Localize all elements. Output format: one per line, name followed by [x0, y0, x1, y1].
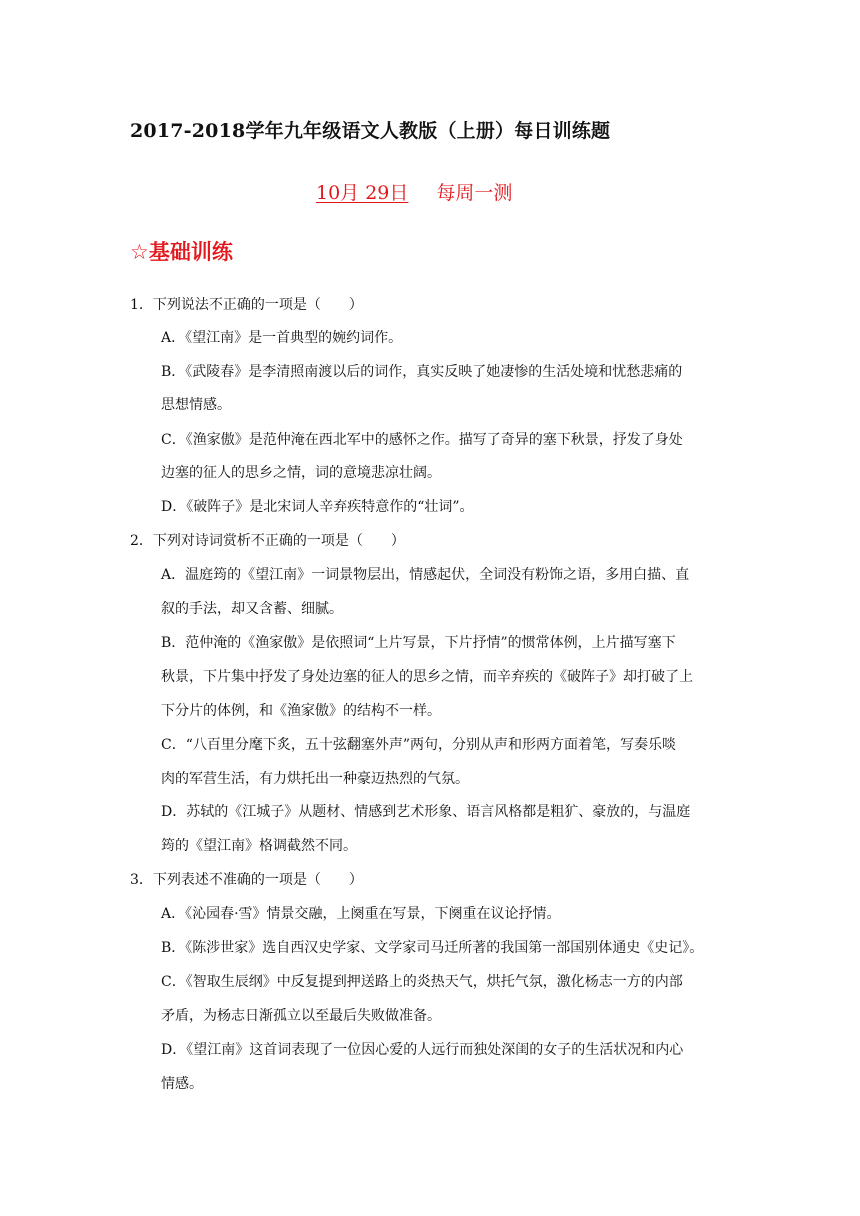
q3-option-a: A．《沁园春·雪》情景交融，上阕重在写景，下阕重在议论抒情。 [161, 906, 561, 922]
q3-option-b: B．《陈涉世家》选自西汉史学家、文学家司马迁所著的我国第一部国别体通史《史记》。 [161, 940, 704, 956]
q2-option-a: A．温庭筠的《望江南》一词景物层出，情感起伏，全词没有粉饰之语，多用白描、直 [161, 567, 690, 583]
q2-option-b: B．范仲淹的《渔家傲》是依照词“上片写景，下片抒情”的惯常体例，上片描写塞下 [161, 635, 676, 651]
q2-option-d-cont: 筠的《望江南》格调截然不同。 [161, 838, 357, 854]
q2-option-c: C．“八百里分麾下炙，五十弦翻塞外声”两句，分别从声和形两方面着笔，写奏乐啖 [161, 737, 677, 753]
question-3: 3．下列表述不准确的一项是（ ） [130, 872, 363, 888]
q1-option-a: A．《望江南》是一首典型的婉约词作。 [161, 330, 403, 346]
date-line [316, 178, 512, 205]
q2-option-a-cont: 叙的手法，却又含蓄、细腻。 [161, 601, 343, 617]
q1-option-d: D．《破阵子》是北宋词人辛弃疾特意作的“壮词”。 [161, 499, 474, 515]
q1-option-b-cont: 思想情感。 [161, 397, 231, 413]
q3-option-d: D．《望江南》这首词表现了一位因心爱的人远行而独处深闺的女子的生活状况和内心 [161, 1042, 684, 1058]
q2-option-c-cont: 肉的军营生活，有力烘托出一种豪迈热烈的气氛。 [161, 771, 469, 787]
q2-option-b-cont2: 下分片的体例，和《渔家傲》的结构不一样。 [161, 703, 441, 719]
q2-option-b-cont: 秋景，下片集中抒发了身处边塞的征人的思乡之情，而辛弃疾的《破阵子》却打破了上 [161, 669, 693, 685]
section-heading: ☆基础训练 [130, 240, 233, 264]
weekly-test-label: 每周一测 [436, 182, 513, 204]
question-1: 1．下列说法不正确的一项是（ ） [130, 297, 363, 313]
q1-option-b: B．《武陵春》是李清照南渡以后的词作，真实反映了她凄惨的生活处境和忧愁悲痛的 [161, 364, 683, 380]
question-2: 2．下列对诗词赏析不正确的一项是（ ） [130, 533, 405, 549]
q3-option-c-cont: 矛盾，为杨志日渐孤立以至最后失败做准备。 [161, 1008, 441, 1024]
q3-option-d-cont: 情感。 [161, 1076, 203, 1092]
q3-option-c: C．《智取生辰纲》中反复提到押送路上的炎热天气，烘托气氛，激化杨志一方的内部 [161, 974, 683, 990]
q1-option-c: C．《渔家傲》是范仲淹在西北军中的感怀之作。描写了奇异的塞下秋景，抒发了身处 [161, 432, 683, 448]
q2-option-d: D．苏轼的《江城子》从题材、情感到艺术形象、语言风格都是粗犷、豪放的，与温庭 [161, 804, 691, 820]
page-title: 2017-2018学年九年级语文人教版（上册）每日训练题 [130, 120, 611, 142]
q1-option-c-cont: 边塞的征人的思乡之情，词的意境悲凉壮阔。 [161, 465, 441, 481]
date-label: 10月 29日 [316, 182, 409, 204]
